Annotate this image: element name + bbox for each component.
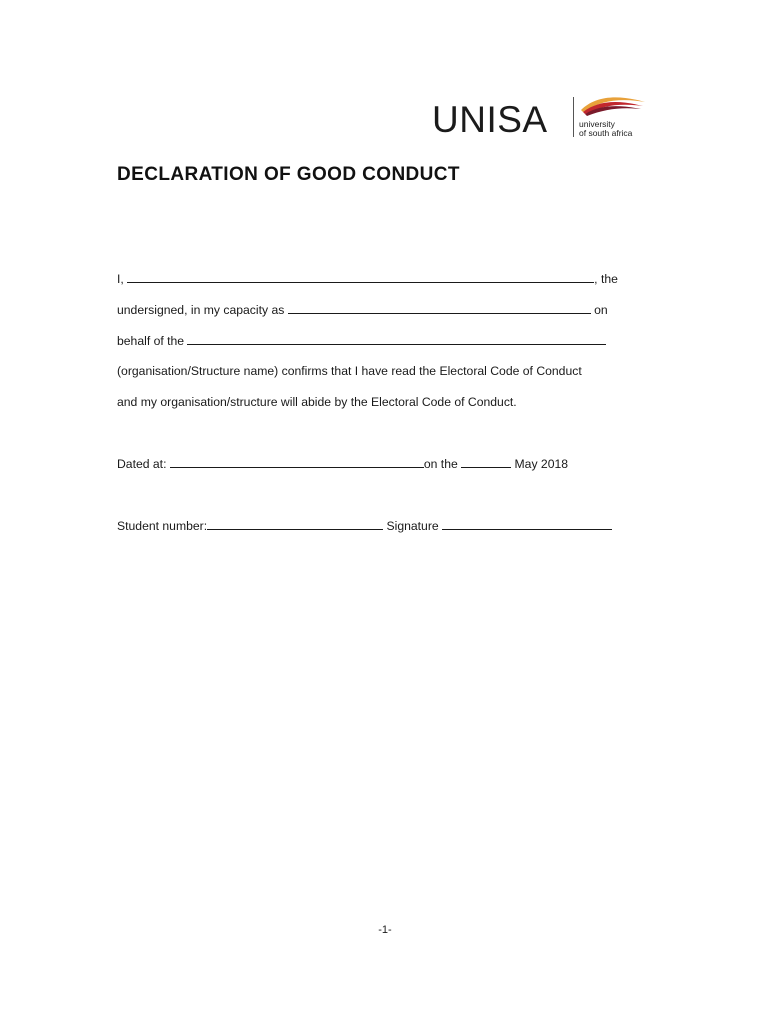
signature-label: Signature bbox=[383, 519, 443, 533]
line2-suffix: on bbox=[590, 303, 608, 317]
declaration-line-abide: and my organisation/structure will abide by the Electoral Code of Conduct. bbox=[117, 395, 517, 409]
line1-suffix: , the bbox=[594, 272, 618, 286]
capacity-field[interactable] bbox=[288, 302, 591, 314]
signature-field[interactable] bbox=[442, 518, 612, 530]
declaration-line-name bbox=[117, 271, 618, 286]
line3-prefix: behalf of the bbox=[117, 334, 188, 348]
dated-line bbox=[117, 456, 568, 471]
student-signature-line bbox=[117, 518, 612, 533]
month-year-label: May 2018 bbox=[511, 457, 569, 471]
document-title: DECLARATION OF GOOD CONDUCT bbox=[117, 164, 460, 185]
logo-swoosh-icon bbox=[577, 94, 647, 116]
logo-sub-line1: university bbox=[579, 119, 615, 129]
dated-label: Dated at: bbox=[117, 457, 170, 471]
student-number-field[interactable] bbox=[207, 518, 383, 530]
organisation-field[interactable] bbox=[187, 333, 606, 345]
line2-prefix: undersigned, in my capacity as bbox=[117, 303, 288, 317]
dated-at-field[interactable] bbox=[170, 456, 424, 468]
student-number-label: Student number: bbox=[117, 519, 208, 533]
logo-wordmark: UNISA bbox=[432, 99, 548, 140]
name-field[interactable] bbox=[127, 271, 594, 283]
declaration-line-behalf bbox=[117, 333, 606, 348]
logo-subtitle bbox=[579, 120, 632, 138]
day-field[interactable] bbox=[461, 456, 511, 468]
unisa-logo bbox=[430, 94, 650, 142]
line1-prefix: I, bbox=[117, 272, 128, 286]
declaration-line-capacity bbox=[117, 302, 608, 317]
on-the-label: on the bbox=[423, 457, 462, 471]
logo-divider bbox=[573, 97, 574, 137]
logo-sub-line2: of south africa bbox=[579, 128, 633, 138]
page-number: -1- bbox=[378, 924, 392, 936]
declaration-line-confirms: (organisation/Structure name) confirms that I have read the Electoral Code of Conduct bbox=[117, 364, 582, 378]
